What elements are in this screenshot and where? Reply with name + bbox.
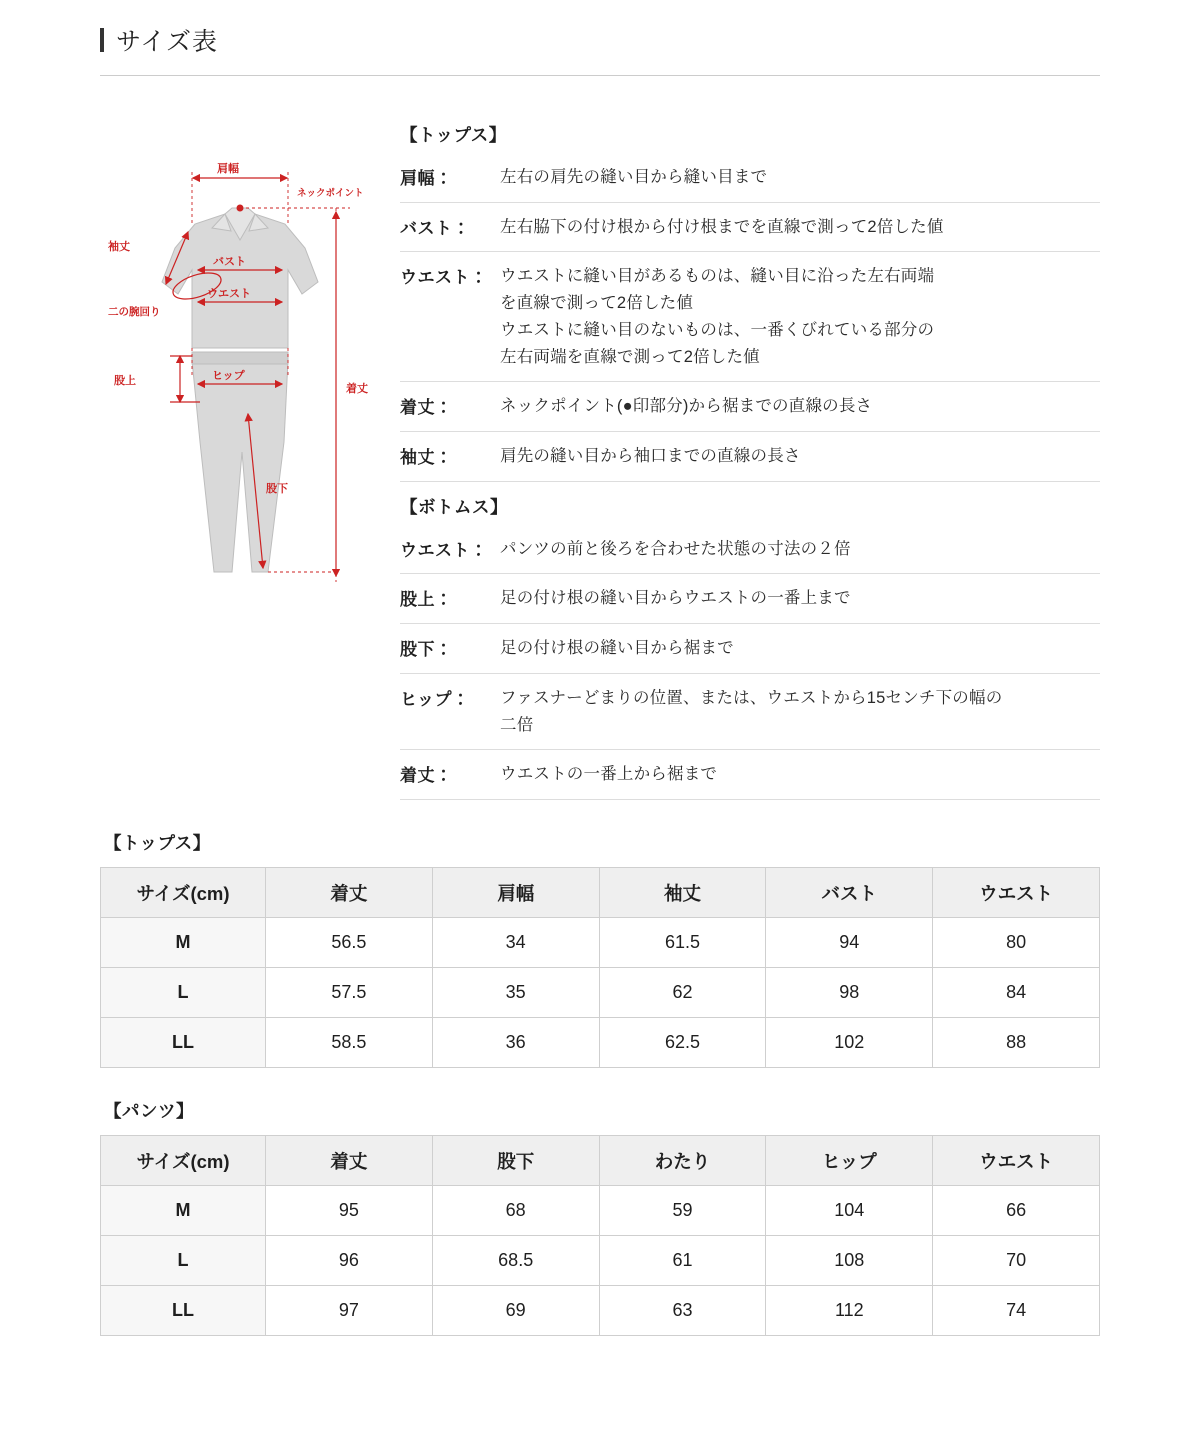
table-cell: 61 xyxy=(599,1236,766,1286)
definition-line: ネックポイント(●印部分)から裾までの直線の長さ xyxy=(500,397,873,416)
table-header-cell: 袖丈 xyxy=(599,868,766,918)
figure-label-shoulder: 肩幅 xyxy=(217,163,239,175)
table-cell: 36 xyxy=(432,1018,599,1068)
table-header-cell: ウエスト xyxy=(933,868,1100,918)
table-cell: 88 xyxy=(933,1018,1100,1068)
figure-label-inseam: 股下 xyxy=(266,483,288,495)
definition-description xyxy=(500,393,872,420)
pants-garment-shape xyxy=(192,352,288,572)
definition-row xyxy=(400,623,1100,673)
table-cell: 34 xyxy=(432,918,599,968)
figure-label-upper-arm: 二の腕回り xyxy=(108,306,161,318)
definition-term: ヒップ： xyxy=(400,689,470,709)
definition-term: バスト： xyxy=(400,218,470,238)
definition-row xyxy=(400,749,1100,799)
table-row-label: LL xyxy=(101,1286,266,1336)
size-table-tops xyxy=(100,867,1100,1068)
figure-label-bust: バスト xyxy=(213,256,246,268)
table-cell: 69 xyxy=(432,1286,599,1336)
table-cell: 94 xyxy=(766,918,933,968)
table-cell: 35 xyxy=(432,968,599,1018)
definition-term: 股上： xyxy=(400,590,453,610)
table-cell: 63 xyxy=(599,1286,766,1336)
definition-line: 左右両端を直線で測って2倍した値 xyxy=(500,347,760,366)
table-row xyxy=(101,1236,1100,1286)
table-cell: 102 xyxy=(766,1018,933,1068)
table-header-cell: サイズ(cm) xyxy=(101,868,266,918)
definition-list xyxy=(400,92,1100,800)
table-caption-pants: 【パンツ】 xyxy=(104,1101,194,1122)
table-cell: 66 xyxy=(933,1186,1100,1236)
table-header-cell: 股下 xyxy=(432,1136,599,1186)
size-table-pants xyxy=(100,1135,1100,1336)
definition-bottom-divider xyxy=(400,799,1100,800)
table-row-label: L xyxy=(101,968,266,1018)
garment-figure xyxy=(100,92,400,672)
measurement-guide xyxy=(100,92,1100,800)
definition-row xyxy=(400,573,1100,623)
table-cell: 104 xyxy=(766,1186,933,1236)
definition-term: 袖丈： xyxy=(400,448,453,468)
definition-line: 二倍 xyxy=(500,715,534,734)
table-cell: 62 xyxy=(599,968,766,1018)
definition-row xyxy=(400,431,1100,481)
table-header-cell: 着丈 xyxy=(266,868,433,918)
definition-line: を直線で測って2倍した値 xyxy=(500,294,694,313)
table-row xyxy=(101,968,1100,1018)
definition-term: 着丈： xyxy=(400,398,453,418)
title-divider xyxy=(100,75,1100,76)
table-cell: 58.5 xyxy=(266,1018,433,1068)
table-row xyxy=(101,918,1100,968)
definition-term: ウエスト： xyxy=(400,268,488,288)
garment-diagram-svg xyxy=(100,152,400,672)
table-row xyxy=(101,1286,1100,1336)
table-cell: 61.5 xyxy=(599,918,766,968)
definition-row xyxy=(400,251,1100,381)
definition-line: 左右の肩先の縫い目から縫い目まで xyxy=(500,168,768,186)
table-header-row xyxy=(101,868,1100,918)
definition-row xyxy=(400,673,1100,749)
table-cell: 95 xyxy=(266,1186,433,1236)
title-accent-bar xyxy=(100,28,104,52)
definition-line: ウエストの一番上から裾まで xyxy=(500,765,718,784)
table-row xyxy=(101,1186,1100,1236)
table-header-cell: サイズ(cm) xyxy=(101,1136,266,1186)
definition-line: パンツの前と後ろを合わせた状態の寸法の２倍 xyxy=(500,539,851,558)
definition-description xyxy=(500,164,767,191)
definition-description xyxy=(500,443,801,470)
table-cell: 57.5 xyxy=(266,968,433,1018)
definition-description xyxy=(500,685,1002,738)
table-header-cell: わたり xyxy=(599,1136,766,1186)
table-header-cell: ウエスト xyxy=(933,1136,1100,1186)
definition-term: ウエスト： xyxy=(400,540,488,560)
figure-label-sleeve: 袖丈 xyxy=(108,241,130,253)
table-row-label: L xyxy=(101,1236,266,1286)
table-cell: 97 xyxy=(266,1286,433,1336)
table-cell: 74 xyxy=(933,1286,1100,1336)
table-header-cell: ヒップ xyxy=(766,1136,933,1186)
table-cell: 108 xyxy=(766,1236,933,1286)
table-header-cell: 肩幅 xyxy=(432,868,599,918)
definition-description xyxy=(500,214,944,241)
definition-line: ファスナーどまりの位置、または、ウエストから15センチ下の幅の xyxy=(500,688,1003,707)
definition-description xyxy=(500,635,734,662)
table-cell: 98 xyxy=(766,968,933,1018)
definition-description xyxy=(500,585,851,612)
top-garment-shape xyxy=(162,208,318,348)
figure-label-neckpoint: ネックポイント xyxy=(297,188,364,199)
table-cell: 112 xyxy=(766,1286,933,1336)
table-row xyxy=(101,1018,1100,1068)
definition-group-tops-heading: 【トップス】 xyxy=(400,125,507,145)
table-row-label: M xyxy=(101,918,266,968)
definition-line: ウエストに縫い目のないものは、一番くびれている部分の xyxy=(500,320,935,339)
definition-line: 肩先の縫い目から袖口までの直線の長さ xyxy=(500,447,801,466)
definition-term: 肩幅： xyxy=(400,169,453,188)
table-cell: 59 xyxy=(599,1186,766,1236)
definition-row xyxy=(400,153,1100,202)
definition-line: ウエストに縫い目があるものは、縫い目に沿った左右両端 xyxy=(500,267,935,286)
definition-row xyxy=(400,202,1100,252)
figure-label-hip: ヒップ xyxy=(212,370,245,382)
table-header-row xyxy=(101,1136,1100,1186)
table-cell: 96 xyxy=(266,1236,433,1286)
definition-description xyxy=(500,263,934,370)
table-row-label: LL xyxy=(101,1018,266,1068)
table-cell: 62.5 xyxy=(599,1018,766,1068)
page-header xyxy=(100,0,1100,58)
definition-description xyxy=(500,761,717,788)
table-cell: 70 xyxy=(933,1236,1100,1286)
neck-point-dot xyxy=(237,205,244,212)
definition-line: 足の付け根の縫い目からウエストの一番上まで xyxy=(500,589,851,608)
definition-row xyxy=(400,381,1100,431)
table-cell: 56.5 xyxy=(266,918,433,968)
definition-term: 股下： xyxy=(400,640,453,660)
definition-row xyxy=(400,525,1100,574)
table-cell: 80 xyxy=(933,918,1100,968)
definition-line: 左右脇下の付け根から付け根までを直線で測って2倍した値 xyxy=(500,217,944,236)
table-caption-tops: 【トップス】 xyxy=(104,833,211,854)
table-row-label: M xyxy=(101,1186,266,1236)
definition-line: 足の付け根の縫い目から裾まで xyxy=(500,639,734,658)
page-title: サイズ表 xyxy=(116,28,219,56)
figure-label-rise: 股上 xyxy=(114,375,136,387)
table-header-cell: 着丈 xyxy=(266,1136,433,1186)
definition-group-bottoms-heading: 【ボトムス】 xyxy=(400,481,1100,525)
table-cell: 68 xyxy=(432,1186,599,1236)
figure-label-length: 着丈 xyxy=(346,383,368,395)
definition-description xyxy=(500,536,851,563)
figure-label-waist: ウエスト xyxy=(207,288,251,300)
table-cell: 84 xyxy=(933,968,1100,1018)
definition-term: 着丈： xyxy=(400,766,453,786)
table-cell: 68.5 xyxy=(432,1236,599,1286)
table-header-cell: バスト xyxy=(766,868,933,918)
